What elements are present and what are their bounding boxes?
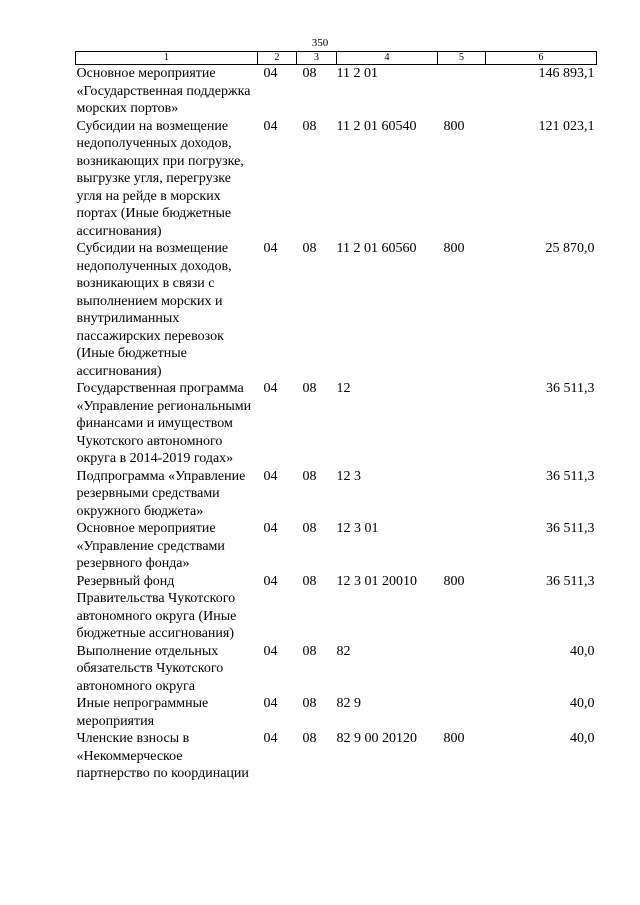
header-col-2: 2 bbox=[258, 52, 297, 65]
row-amount: 36 511,3 bbox=[546, 521, 595, 536]
row-expense-type: 800 bbox=[443, 731, 465, 746]
table-row bbox=[76, 468, 597, 521]
row-name: Иные непрограммные мероприятия bbox=[76, 696, 209, 729]
table-row bbox=[76, 65, 597, 118]
row-target-code: 12 3 01 20010 bbox=[336, 573, 417, 589]
row-expense-type: 800 bbox=[443, 573, 465, 589]
header-col-6: 6 bbox=[486, 52, 597, 65]
row-target-code: 82 bbox=[336, 643, 351, 659]
header-col-5: 5 bbox=[438, 52, 486, 65]
row-target-code: 12 3 bbox=[336, 468, 361, 484]
row-amount: 121 023,1 bbox=[538, 118, 595, 134]
row-subsection: 08 bbox=[302, 241, 317, 256]
row-amount: 40,0 bbox=[570, 696, 595, 711]
row-name: Субсидии на возмещение недополученных доходов, возникающих при погрузке, выгрузке угля, перегрузке угля на рейде в морских портах (Иные бюджетные ассигнования) bbox=[76, 118, 244, 239]
row-expense-type bbox=[438, 468, 486, 521]
row-amount: 40,0 bbox=[570, 643, 595, 659]
row-section: 04 bbox=[263, 521, 278, 536]
table-row bbox=[76, 730, 597, 783]
row-target-code: 11 2 01 60560 bbox=[336, 241, 417, 256]
row-section: 04 bbox=[263, 241, 278, 256]
table-header-row bbox=[76, 52, 597, 65]
header-col-3: 3 bbox=[297, 52, 337, 65]
budget-table bbox=[75, 51, 597, 783]
row-amount: 36 511,3 bbox=[546, 381, 595, 396]
row-name: Государственная программа «Управление региональными финансами и имуществом Чукотского автономного округа в 2014-2019 годах» bbox=[76, 381, 252, 466]
row-section: 04 bbox=[263, 643, 278, 659]
table-row bbox=[76, 643, 597, 696]
table-row bbox=[76, 520, 597, 573]
row-target-code: 12 bbox=[336, 381, 351, 396]
row-expense-type bbox=[438, 695, 486, 730]
table-row bbox=[76, 380, 597, 468]
row-expense-type bbox=[438, 643, 486, 696]
row-name: Субсидии на возмещение недополученных доходов, возникающих в связи с выполнением морских и внутрилиманных пассажирских перевозок (Иные бюджетные ассигнования) bbox=[76, 241, 232, 379]
row-section: 04 bbox=[263, 118, 278, 134]
row-expense-type bbox=[438, 380, 486, 468]
row-section: 04 bbox=[263, 696, 278, 711]
row-section: 04 bbox=[263, 381, 278, 396]
row-amount: 36 511,3 bbox=[546, 468, 595, 484]
header-col-1: 1 bbox=[76, 52, 258, 65]
row-subsection: 08 bbox=[302, 696, 317, 711]
row-target-code: 12 3 01 bbox=[336, 521, 379, 536]
row-amount: 36 511,3 bbox=[546, 573, 595, 589]
row-subsection: 08 bbox=[302, 521, 317, 536]
row-expense-type bbox=[438, 520, 486, 573]
row-target-code: 11 2 01 bbox=[336, 66, 378, 81]
row-subsection: 08 bbox=[302, 573, 317, 589]
row-target-code: 11 2 01 60540 bbox=[336, 118, 417, 134]
row-amount: 40,0 bbox=[570, 731, 595, 746]
row-expense-type: 800 bbox=[443, 241, 465, 256]
row-target-code: 82 9 bbox=[336, 696, 361, 711]
table-row bbox=[76, 695, 597, 730]
row-name: Членские взносы в «Некоммерческое партнерство по координации bbox=[76, 731, 249, 781]
row-subsection: 08 bbox=[302, 118, 317, 134]
row-section: 04 bbox=[263, 66, 278, 81]
header-col-4: 4 bbox=[337, 52, 438, 65]
row-amount: 146 893,1 bbox=[538, 66, 595, 81]
row-subsection: 08 bbox=[302, 66, 317, 81]
row-subsection: 08 bbox=[302, 643, 317, 659]
row-section: 04 bbox=[263, 573, 278, 589]
row-expense-type bbox=[438, 65, 486, 118]
table-row bbox=[76, 573, 597, 643]
page-number: 350 bbox=[311, 37, 329, 49]
row-name: Подпрограмма «Управление резервными средствами окружного бюджета» bbox=[76, 468, 246, 519]
row-name: Резервный фонд Правительства Чукотского автономного округа (Иные бюджетные ассигнования) bbox=[76, 573, 237, 641]
row-subsection: 08 bbox=[302, 731, 317, 746]
row-expense-type: 800 bbox=[443, 118, 465, 134]
row-section: 04 bbox=[263, 731, 278, 746]
row-name: Выполнение отдельных обязательств Чукотского автономного округа bbox=[76, 643, 224, 694]
row-target-code: 82 9 00 20120 bbox=[336, 731, 417, 746]
row-section: 04 bbox=[263, 468, 278, 484]
row-name: Основное мероприятие «Управление средствами резервного фонда» bbox=[76, 521, 225, 571]
row-amount: 25 870,0 bbox=[545, 241, 595, 256]
row-name: Основное мероприятие «Государственная поддержка морских портов» bbox=[76, 66, 251, 116]
table-row bbox=[76, 118, 597, 241]
table-row bbox=[76, 240, 597, 380]
row-subsection: 08 bbox=[302, 468, 317, 484]
row-subsection: 08 bbox=[302, 381, 317, 396]
